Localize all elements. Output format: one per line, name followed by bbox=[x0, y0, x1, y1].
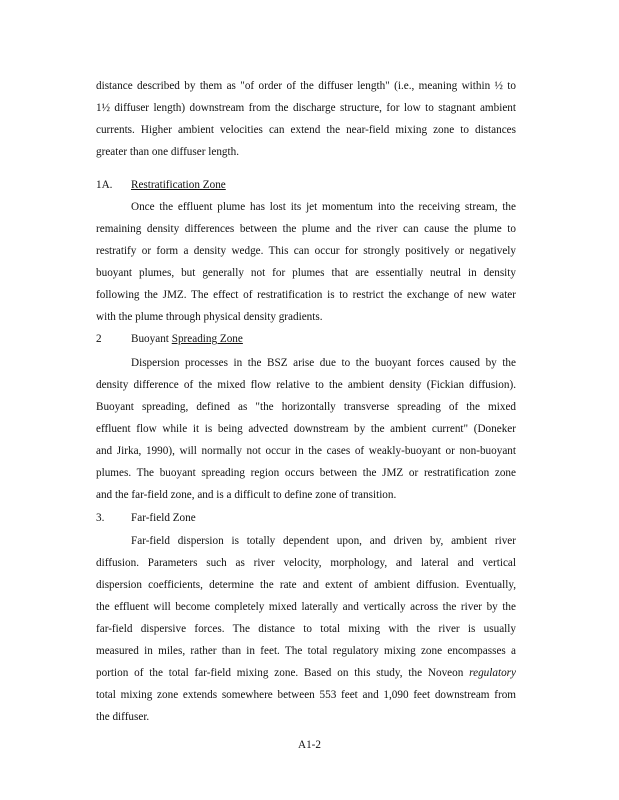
section-1a-line-2: remaining density differences between the plume and the river can cause the plume to bbox=[96, 223, 516, 235]
section-1a-line-3: restratify or form a density wedge. This can occur for strongly positively or negatively bbox=[96, 245, 516, 257]
section-1a-line-6: with the plume through physical density gradients. bbox=[96, 311, 323, 323]
section-2-line-7: and the far-field zone, and is a difficult to define zone of transition. bbox=[96, 489, 397, 501]
section-3-line-6: measured in miles, rather than in feet. The total regulatory mixing zone encompasses a bbox=[96, 645, 516, 657]
section-3-line-1: Far-field dispersion is totally dependent upon, and driven by, ambient river bbox=[131, 535, 516, 547]
section-2-line-3: Buoyant spreading, defined as "the horizontally transverse spreading of the mixed bbox=[96, 401, 516, 413]
section-3-line-9: the diffuser. bbox=[96, 711, 150, 723]
section-3-line-5: far-field dispersive forces. The distance to total mixing with the river is usually bbox=[96, 623, 516, 635]
section-1a-number: 1A. bbox=[96, 179, 113, 191]
section-1a-line-1: Once the effluent plume has lost its jet momentum into the receiving stream, the bbox=[131, 201, 516, 213]
section-1a-line-4: buoyant plumes, but generally not for plumes that are essentially neutral in density bbox=[96, 267, 516, 279]
section-3-emphasis: regulatory bbox=[469, 667, 516, 679]
section-2-line-2: density difference of the mixed flow relative to the ambient density (Fickian diffusion). bbox=[96, 379, 516, 391]
section-1a-line-5: following the JMZ. The effect of restratification is to restrict the exchange of new water bbox=[96, 289, 516, 301]
section-3-line-2: diffusion. Parameters such as river velocity, morphology, and lateral and vertical bbox=[96, 557, 516, 569]
section-2-line-1: Dispersion processes in the BSZ arise due to the buoyant forces caused by the bbox=[131, 357, 516, 369]
section-3-number: 3. bbox=[96, 512, 105, 524]
page-number: A1-2 bbox=[298, 739, 321, 751]
intro-line-1: distance described by them as "of order of the diffuser length" (i.e., meaning within ½ to bbox=[96, 80, 516, 92]
intro-line-2: 1½ diffuser length) downstream from the discharge structure, for low to stagnant ambient bbox=[96, 102, 516, 114]
section-2-title bbox=[131, 332, 243, 346]
section-2-line-4: effluent flow while it is being advected downstream by the ambient current" (Doneker bbox=[96, 423, 516, 435]
intro-line-3: currents. Higher ambient velocities can extend the near-field mixing zone to distances bbox=[96, 124, 516, 136]
section-3-line-7-text: portion of the total far-field mixing zone. Based on this study, the Noveon bbox=[96, 667, 470, 679]
section-2-line-6: plumes. The buoyant spreading region occurs between the JMZ or restratification zone bbox=[96, 467, 516, 479]
intro-line-4: greater than one diffuser length. bbox=[96, 146, 240, 158]
section-3-title: Far-field Zone bbox=[131, 512, 196, 524]
section-3-line-7 bbox=[96, 666, 516, 680]
section-2-title-underlined: Spreading Zone bbox=[171, 333, 243, 345]
section-2-number: 2 bbox=[96, 333, 102, 345]
section-3-line-8: total mixing zone extends somewhere between 553 feet and 1,090 feet downstream from bbox=[96, 689, 516, 701]
section-2-title-prefix: Buoyant bbox=[131, 333, 172, 345]
section-3-line-3: dispersion coefficients, determine the rate and extent of ambient diffusion. Eventually, bbox=[96, 579, 516, 591]
section-3-line-4: the effluent will become completely mixed laterally and vertically across the river by the bbox=[96, 601, 516, 613]
section-2-line-5: and Jirka, 1990), will normally not occur in the cases of weakly-buoyant or non-buoyant bbox=[96, 445, 516, 457]
section-1a-title: Restratification Zone bbox=[131, 179, 226, 191]
